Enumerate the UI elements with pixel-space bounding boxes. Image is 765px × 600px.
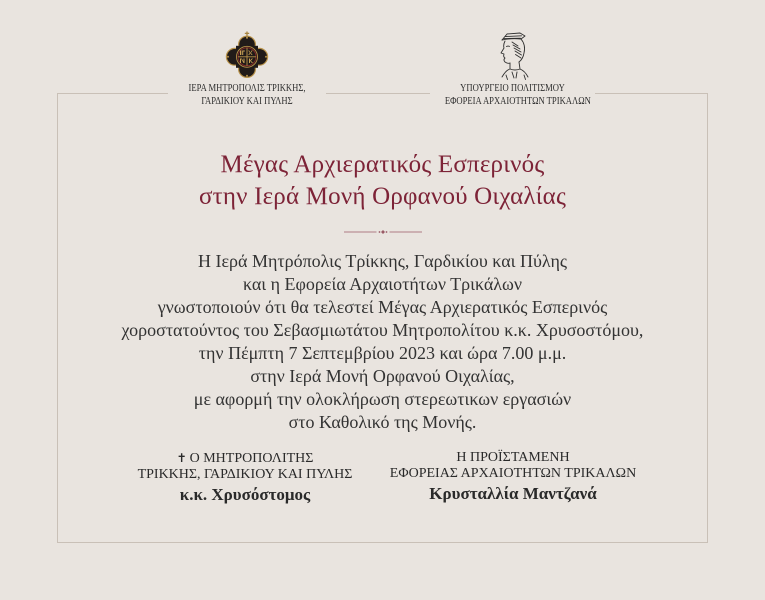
invitation-title bbox=[0, 149, 765, 213]
body-line: την Πέμπτη 7 Σεπτεμβρίου 2023 και ώρα 7.00 μ.μ. bbox=[198, 342, 567, 363]
body-line: και η Εφορεία Αρχαιοτήτων Τρικάλων bbox=[242, 273, 523, 294]
cross-icon: ✝ bbox=[176, 451, 187, 465]
body-line: με αφορμή την ολοκλήρωση στερεωτικων εργασιών bbox=[193, 388, 572, 409]
metropolis-name-line: ΙΕΡΑ ΜΗΤΡΟΠΟΛΙΣ ΤΡΙΚΚΗΣ, bbox=[188, 83, 306, 94]
ministry-of-culture-logo-icon bbox=[493, 31, 533, 81]
signature-name: Κρυσταλλία Μαντζανά bbox=[429, 484, 597, 503]
signature-office: ΕΦΟΡΕΙΑΣ ΑΡΧΑΙΟΤΗΤΩΝ ΤΡΙΚΑΛΩΝ bbox=[389, 466, 637, 481]
body-line: γνωστοποιούν ότι θα τελεστεί Μέγας Αρχιερατικός Εσπερινός bbox=[157, 296, 608, 317]
body-line: χοροστατούντος του Σεβασμιωτάτου Μητροπολίτου κ.κ. Χρυσοστόμου, bbox=[121, 319, 644, 340]
ephorate-name-line: ΕΦΟΡΕΙΑ ΑΡΧΑΙΟΤΗΤΩΝ ΤΡΙΚΑΛΩΝ bbox=[444, 96, 591, 107]
signature-name: κ.κ. Χρυσόστομος bbox=[179, 485, 311, 504]
body-line: Η Ιερά Μητρόπολις Τρίκκης, Γαρδικίου και Πύλης bbox=[197, 250, 568, 271]
metropolitan-signature bbox=[105, 450, 385, 505]
body-line: στην Ιερά Μονή Ορφανού Οιχαλίας, bbox=[250, 365, 515, 386]
signature-role bbox=[105, 450, 385, 467]
title-line: στην Ιερά Μονή Ορφανού Οιχαλίας bbox=[198, 183, 567, 210]
signature-role-text: Ο ΜΗΤΡΟΠΟΛΙΤΗΣ bbox=[189, 451, 314, 466]
ministry-name bbox=[444, 82, 591, 108]
signature-office: ΤΡΙΚΚΗΣ, ΓΑΡΔΙΚΙΟΥ ΚΑΙ ΠΥΛΗΣ bbox=[137, 467, 353, 482]
signature-role: Η ΠΡΟΪΣΤΑΜΕΝΗ bbox=[456, 450, 570, 465]
ministry-name-line: ΥΠΟΥΡΓΕΙΟ ΠΟΛΙΤΙΣΜΟΥ bbox=[460, 83, 565, 94]
invitation-body bbox=[0, 250, 765, 434]
ministry-header bbox=[430, 31, 595, 108]
ornamental-divider-icon bbox=[343, 228, 423, 236]
ephorate-head-signature bbox=[373, 450, 653, 504]
title-line: Μέγας Αρχιερατικός Εσπερινός bbox=[220, 151, 545, 178]
metropolis-emblem-icon bbox=[225, 31, 269, 78]
metropolis-name-line: ΓΑΡΔΙΚΙΟΥ ΚΑΙ ΠΥΛΗΣ bbox=[201, 96, 293, 107]
metropolis-name bbox=[182, 82, 312, 108]
body-line: στο Καθολικό της Μονής. bbox=[288, 411, 477, 432]
metropolis-header bbox=[168, 31, 326, 108]
